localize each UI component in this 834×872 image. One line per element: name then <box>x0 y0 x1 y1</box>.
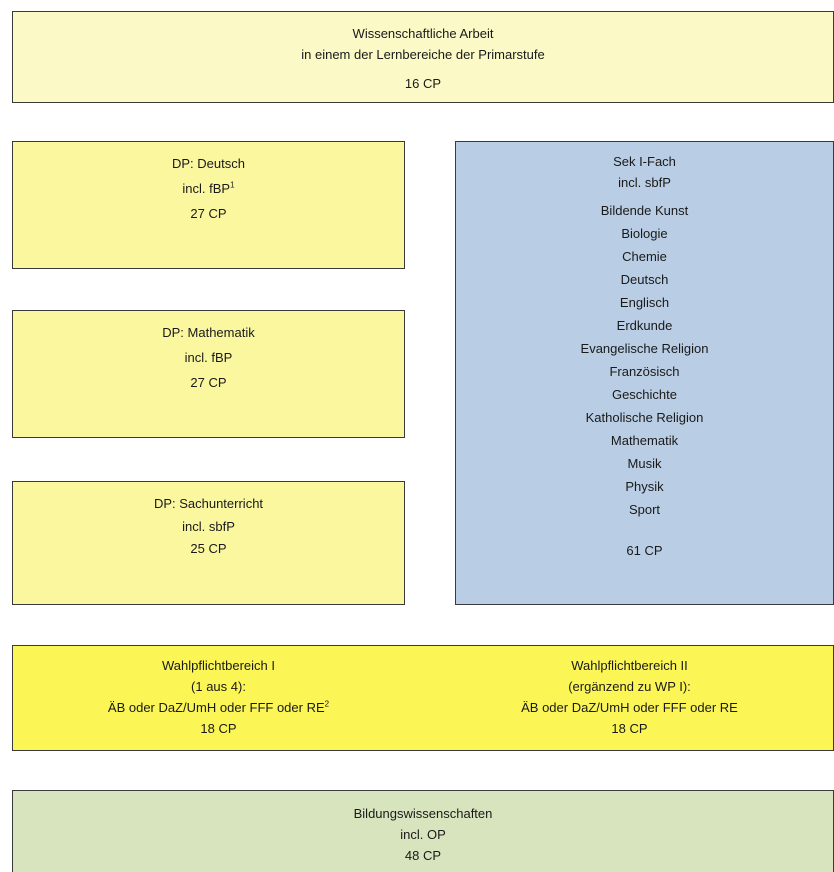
mathe-box <box>12 310 405 438</box>
sek-subject: Englisch <box>619 295 670 310</box>
wahl2-options: ÄB oder DaZ/UmH oder FFF oder RE <box>521 700 738 715</box>
deutsch-title: DP: Deutsch <box>172 156 245 171</box>
wahl1-note: (1 aus 4): <box>191 679 246 694</box>
bildung-cp: 48 CP <box>404 848 442 863</box>
wahl2-title: Wahlpflichtbereich II <box>571 658 688 673</box>
sek-subject: Sport <box>628 502 661 517</box>
bildung-box <box>12 790 834 872</box>
wahl1-cp: 18 CP <box>200 721 237 736</box>
sek-subject: Biologie <box>621 226 668 241</box>
deutsch-footnote: 1 <box>230 180 235 190</box>
wahl1-options <box>13 697 424 718</box>
sek-cp: 61 CP <box>626 543 663 558</box>
mathe-title: DP: Mathematik <box>162 325 255 340</box>
deutsch-cp: 27 CP <box>190 206 227 221</box>
sek-subject: Musik <box>627 456 662 471</box>
sek-subject: Deutsch <box>620 272 669 287</box>
sek-box <box>455 141 834 605</box>
sach-cp: 25 CP <box>190 541 227 556</box>
sek-subject: Mathematik <box>610 433 679 448</box>
mathe-incl: incl. fBP <box>184 350 233 365</box>
thesis-cp: 16 CP <box>404 76 442 91</box>
deutsch-incl-text: incl. fBP <box>182 181 231 196</box>
wahl2-note: (ergänzend zu WP I): <box>568 679 691 694</box>
deutsch-box <box>12 141 405 269</box>
sek-incl: incl. sbfP <box>618 175 671 190</box>
sek-subject: Französisch <box>609 364 680 379</box>
sek-subject: Evangelische Religion <box>580 341 709 356</box>
sek-title: Sek I-Fach <box>613 154 676 169</box>
wahl2-cp: 18 CP <box>611 721 648 736</box>
sach-incl: incl. sbfP <box>182 519 235 534</box>
bildung-incl: incl. OP <box>400 827 446 842</box>
sek-subject: Erdkunde <box>616 318 673 333</box>
wahlpflicht-box <box>12 645 834 751</box>
sek-subject: Katholische Religion <box>585 410 704 425</box>
sach-box <box>12 481 405 605</box>
deutsch-incl <box>13 176 404 201</box>
sach-title: DP: Sachunterricht <box>153 496 264 511</box>
wahlpflicht-2 <box>424 655 834 739</box>
sek-subject: Chemie <box>622 249 667 264</box>
thesis-subtitle: in einem der Lernbereiche der Primarstufe <box>301 47 545 62</box>
wahl1-title: Wahlpflichtbereich I <box>162 658 275 673</box>
thesis-title: Wissenschaftliche Arbeit <box>352 26 494 41</box>
wahlpflicht-1 <box>13 655 424 739</box>
bildung-title: Bildungswissenschaften <box>353 806 493 821</box>
sek-subject-list <box>456 199 833 521</box>
wahl1-options-text: ÄB oder DaZ/UmH oder FFF oder RE <box>107 700 325 715</box>
sek-subject: Physik <box>625 479 664 494</box>
sek-subject: Bildende Kunst <box>600 203 689 218</box>
mathe-cp: 27 CP <box>190 375 227 390</box>
sek-subject: Geschichte <box>611 387 678 402</box>
thesis-box <box>12 11 834 103</box>
wahl1-footnote: 2 <box>324 699 330 709</box>
